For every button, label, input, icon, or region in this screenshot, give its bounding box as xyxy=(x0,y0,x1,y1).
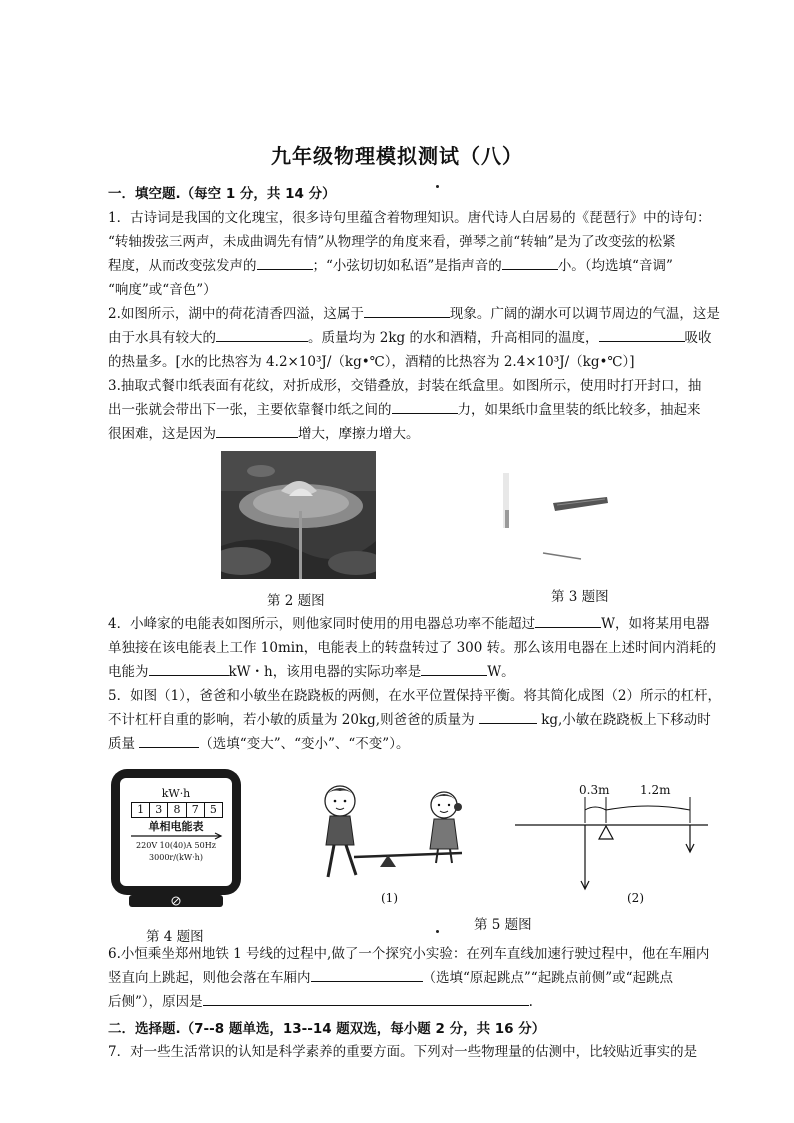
q6-line-1: 6.小恒乘坐郑州地铁 1 号线的过程中,做了一个探究小实验：在列车直线加速行驶过程中，他在车厢内 xyxy=(108,946,710,962)
q4-line-2: 单独接在该电能表上工作 10min，电能表上的转盘转过了 300 转。那么该用电器在上述时间内消耗的 xyxy=(108,640,717,656)
q2-line-1 xyxy=(108,302,750,326)
question-5 xyxy=(108,684,750,756)
answer-blank xyxy=(599,327,685,342)
q3-line-1: 3.抽取式餐巾纸表面有花纹，对折成形，交错叠放，封装在纸盒里。如图所示，使用时打开封口，抽 xyxy=(108,378,702,394)
meter-name: 单相电能表 xyxy=(148,820,204,833)
scan-dot xyxy=(436,930,439,933)
electricity-meter-figure xyxy=(109,767,243,910)
lever-distance-left: 0.3m xyxy=(579,783,610,797)
question-1 xyxy=(108,206,750,302)
section-2-heading: 二．选择题.（7--8 题单选，13--14 题双选，每小题 2 分，共 16 分） xyxy=(108,1021,546,1037)
q6-text-c: 后侧”），原因是 xyxy=(108,994,203,1010)
q2-line-3: 的热量多。[水的比热容为 4.2×10³J/（kg•℃），酒精的比热容为 2.4×10³J/（kg•℃）] xyxy=(108,354,635,370)
q5-text-a: 不计杠杆自重的影响，若小敏的质量为 20kg,则爸爸的质量为 xyxy=(108,712,475,728)
q1-text-c: 小。（均选填“音调” xyxy=(557,258,673,274)
q5-text-d: （选填“变大”、“变小”、“不变”）。 xyxy=(199,736,410,752)
answer-blank xyxy=(535,613,601,628)
meter-digit-row xyxy=(131,802,223,818)
question-6 xyxy=(108,942,750,1014)
figure-3-caption: 第 3 题图 xyxy=(551,589,609,605)
q1-line-1: 1．古诗词是我国的文化瑰宝，很多诗句里蕴含着物理知识。唐代诗人白居易的《琵琶行》中的诗句： xyxy=(108,210,711,226)
meter-digit: 8 xyxy=(168,803,186,817)
q5-line-3 xyxy=(108,732,750,756)
q4-text-d: kW・h，该用电器的实际功率是 xyxy=(228,664,422,680)
q7-line-1: 7．对一些生活常识的认知是科学素养的重要方面。下列对一些物理量的估测中，比较贴近事实的是 xyxy=(108,1044,698,1060)
q5-text-c: 质量 xyxy=(108,736,135,752)
q3-text-b: 力，如果纸巾盒里装的纸比较多，抽起来 xyxy=(457,402,701,418)
q6-line-3 xyxy=(108,990,750,1014)
q6-text-d: . xyxy=(528,994,533,1010)
q4-text-b: W，如将某用电器 xyxy=(601,616,710,632)
question-7 xyxy=(108,1040,750,1064)
q2-text-b: 现象。广阔的湖水可以调节周边的气温，这是 xyxy=(449,306,720,322)
q2-text-d: 。质量均为 2kg 的水和酒精，升高相同的温度， xyxy=(308,330,599,346)
answer-blank xyxy=(139,733,199,748)
answer-blank xyxy=(149,661,229,676)
figure-5-caption: 第 5 题图 xyxy=(474,917,532,933)
meter-digit: 3 xyxy=(150,803,168,817)
q3-text-d: 增大，摩擦力增大。 xyxy=(298,426,420,442)
seesaw-label: (1) xyxy=(381,891,398,905)
meter-revolutions: 3000r/(kW·h) xyxy=(149,853,203,862)
q3-text-a: 出一张就会带出下一张，主要依靠餐巾纸之间的 xyxy=(108,402,392,418)
q3-line-3 xyxy=(108,422,750,446)
q1-text-b: ；“小弦切切如私语”是指声音的 xyxy=(312,258,502,274)
answer-blank xyxy=(311,967,423,982)
napkin-box-photo xyxy=(495,455,625,565)
q2-text-e: 吸收 xyxy=(684,330,712,346)
section-1-heading: 一．填空题.（每空 1 分，共 14 分） xyxy=(108,186,336,202)
q6-line-2 xyxy=(108,966,750,990)
meter-digit: 5 xyxy=(209,803,217,816)
answer-blank xyxy=(364,303,450,318)
q6-text-b: （选填“原起跳点”“起跳点前侧”或“起跳点 xyxy=(422,970,674,986)
page-title: 九年级物理模拟测试（八） xyxy=(271,144,523,168)
answer-blank xyxy=(479,709,537,724)
meter-unit: kW·h xyxy=(161,787,191,800)
q5-line-1: 5．如图（1），爸爸和小敏坐在跷跷板的两侧，在水平位置保持平衡。将其简化成图（2）所示的杠杆， xyxy=(108,688,722,704)
q4-line-3 xyxy=(108,660,750,684)
answer-blank xyxy=(216,423,298,438)
question-2 xyxy=(108,302,750,374)
q5-line-2 xyxy=(108,708,750,732)
meter-spec: 220V 10(40)A 50Hz xyxy=(136,841,216,850)
q4-text-e: W。 xyxy=(487,664,515,680)
answer-blank xyxy=(216,327,308,342)
seesaw-cartoon xyxy=(314,783,474,883)
meter-digit: 7 xyxy=(187,803,205,817)
lever-distance-right: 1.2m xyxy=(640,783,671,797)
answer-blank xyxy=(392,399,458,414)
meter-digit: 1 xyxy=(132,803,150,817)
scan-dot xyxy=(436,185,439,188)
q3-text-c: 很困难，这是因为 xyxy=(108,426,216,442)
q2-text-c: 由于水具有较大的 xyxy=(108,330,216,346)
q4-text-a: 4．小峰家的电能表如图所示，则他家同时使用的用电器总功率不能超过 xyxy=(108,616,536,632)
q1-line-3 xyxy=(108,254,750,278)
question-3 xyxy=(108,374,750,446)
figure-2-caption: 第 2 题图 xyxy=(267,593,325,609)
q2-line-2 xyxy=(108,326,750,350)
answer-blank xyxy=(257,255,313,270)
answer-blank xyxy=(421,661,487,676)
q1-line-4: “响度”或“音色”） xyxy=(108,282,217,298)
q1-line-2: “转轴拨弦三两声，未成曲调先有情”从物理学的角度来看，弹琴之前“转轴”是为了改变弦的松紧 xyxy=(108,234,676,250)
q1-text-a: 程度，从而改变弦发声的 xyxy=(108,258,257,274)
lotus-photo xyxy=(221,451,376,579)
figure-4-caption: 第 4 题图 xyxy=(146,929,204,945)
q6-text-a: 竖直向上跳起，则他会落在车厢内 xyxy=(108,970,311,986)
q2-text-a: 2.如图所示，湖中的荷花清香四溢，这属于 xyxy=(108,306,364,322)
answer-blank xyxy=(502,255,558,270)
lever-diagram xyxy=(510,783,710,908)
q5-text-b: kg,小敏在跷跷板上下移动时 xyxy=(541,712,711,728)
q4-text-c: 电能为 xyxy=(108,664,149,680)
question-4 xyxy=(108,612,750,684)
lever-label: (2) xyxy=(627,891,644,905)
answer-blank xyxy=(203,991,529,1006)
q4-line-1 xyxy=(108,612,750,636)
q3-line-2 xyxy=(108,398,750,422)
